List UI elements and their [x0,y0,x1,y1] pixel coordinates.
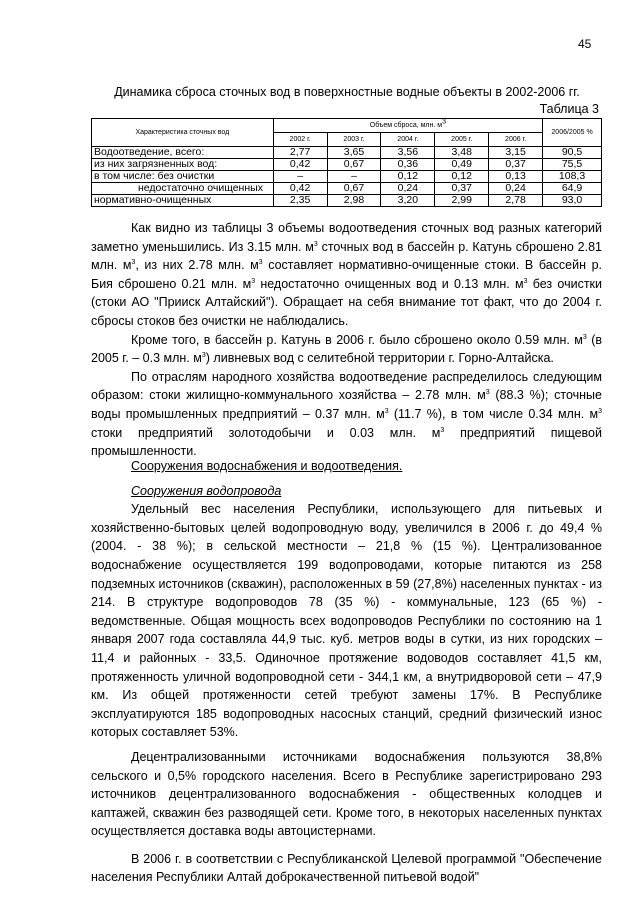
section-heading: Сооружения водоснабжения и водоотведения. [131,459,403,473]
body-text [91,219,602,461]
header-ratio: 2006/2005 % [543,119,602,147]
table-cell: 0,24 [489,183,543,195]
paragraph: Как видно из таблицы 3 объемы водоотведения сточных вод разных категорий заметно уменьшились. Из 3.15 млн. $м^3$ сточных вод в бассейн р. Катунь сброшено 2.81 млн. $м^3$, из них 2.78 млн. $м^3$ составляет нормативно-очищенные стоки. В бассейн р. Бия сброшено 0.21 млн. $м^3$ недостаточно очищенных вод и 0.13 млн. $м^3$ без очистки (стоки АО "Прииск Алтайский"). Обращает на себя внимание тот факт, что до 2004 г. сбросы стоков без очистки не наблюдались. [91,221,602,328]
paragraph: Децентрализованными источниками водоснабжения пользуются 38,8% сельского и 0,5% городского населения. Всего в Республике зарегистрировано 293 источников децентрализованного водоснабжения - общественных колодцев и каптажей, скважин без разводящей сети. Кроме того, в некоторых населенных пунктах осуществляется доставка воды автоцистернами. [91,749,602,839]
table-row [92,159,602,171]
subsection-heading: Сооружения водопровода [131,483,282,498]
header-year: 2003 г. [327,133,381,147]
table-cell: 0,49 [435,159,489,171]
table-label: Таблица 3 [539,102,599,116]
header-year: 2005 г. [435,133,489,147]
header-characteristic: Характеристика сточных вод [92,119,274,147]
table-row [92,183,602,195]
table-cell: 3,56 [381,147,435,159]
table-cell: 0,12 [381,171,435,183]
table-cell: 2,35 [273,195,327,207]
table-cell: 0,24 [381,183,435,195]
table-cell: 2,77 [273,147,327,159]
paragraph: Кроме того, в бассейн р. Катунь в 2006 г. было сброшено около 0.59 млн. $м^3$ (в 2005 г. – 0.3 млн. $м^3$) ливневых вод с селитебной территории г. Горно-Алтайска. [91,332,602,366]
table-cell: 0,67 [327,183,381,195]
section-block [91,457,602,887]
table-cell: 3,15 [489,147,543,159]
table-cell: 0,42 [273,159,327,171]
paragraph: Удельный вес населения Республики, использующего для питьевых и хозяйственно-бытовых целей водопроводную воду, увеличился в 2006 г. до 49,4 % (2004. - 38 %); в сельской местности – 21,8 % (15 %). Централизованное водоснабжение осуществляется 199 водопроводами, которые питаются из 258 подземных источников (скважин), расположенных в 59 (27,8%) населенных пунктах - из 214. В структуре водопроводов 78 (35 %) - коммунальные, 123 (65 %) - ведомственные. Общая мощность всех водопроводов Республики по состоянию на 1 января 2007 года составляла 44,9 тыс. куб. метров воды в сутки, из них городских – 11,4 и районных - 33,5. Одиночное протяжение водоводов составляет 41,5 км, протяженность уличной водопроводной сети - 344,1 км, а внутридворовой сети – 47,9 км. Из общей протяженности сетей требуют замены 17%. В Республике эксплуатируются 185 водопроводных насосных станций, средний физический износ которых составляет 53%. [91,502,602,740]
table-cell: – [327,171,381,183]
table-cell-ratio: 64,9 [543,183,602,195]
table-cell: 2,78 [489,195,543,207]
table-cell: 2,99 [435,195,489,207]
table-row [92,195,602,207]
table-cell: 3,20 [381,195,435,207]
table-cell-ratio: 90,5 [543,147,602,159]
row-label: из них загрязненных вод: [92,159,274,171]
paragraph: По отраслям народного хозяйства водоотведение распределилось следующим образом: стоки жилищно-коммунального хозяйства – 2.78 млн. $м^3$ (88.3 %); сточные воды промышленных предприятий – 0.37 млн. $м^3$ (11.7 %), в том числе 0.34 млн. $м^3$ стоки предприятий золотодобычи и 0.03 млн. $м^3$ предприятий пищевой промышленности. [91,369,602,459]
table-cell-ratio: 108,3 [543,171,602,183]
header-year: 2002 г. [273,133,327,147]
table-cell: 0,67 [327,159,381,171]
wastewater-table [91,118,602,207]
table-cell-ratio: 75,5 [543,159,602,171]
row-label: нормативно-очищенных [92,195,274,207]
table-cell: 0,12 [435,171,489,183]
page-number: 45 [578,37,592,51]
table-cell-ratio: 93,0 [543,195,602,207]
table-cell: – [273,171,327,183]
table-cell: 0,37 [435,183,489,195]
table-cell: 0,36 [381,159,435,171]
table-cell: 0,42 [273,183,327,195]
row-label: недостаточно очищенных [92,183,274,195]
table-row [92,147,602,159]
table-title: Динамика сброса сточных вод в поверхностные водные объекты в 2002-2006 гг. [114,85,580,99]
table-cell: 0,37 [489,159,543,171]
table-cell: 0,13 [489,171,543,183]
table-cell: 3,65 [327,147,381,159]
table-row [92,171,602,183]
table-cell: 2,98 [327,195,381,207]
table-cell: 3,48 [435,147,489,159]
paragraph: В 2006 г. в соответствии с Республиканской Целевой программой "Обеспечение населения Республики Алтай доброкачественной питьевой водой" [91,851,602,885]
header-year: 2006 г. [489,133,543,147]
header-year: 2004 г. [381,133,435,147]
row-label: в том числе: без очистки [92,171,274,183]
row-label: Водоотведение, всего: [92,147,274,159]
header-volume: Объем сброса, млн. $м^3$ [273,119,542,133]
